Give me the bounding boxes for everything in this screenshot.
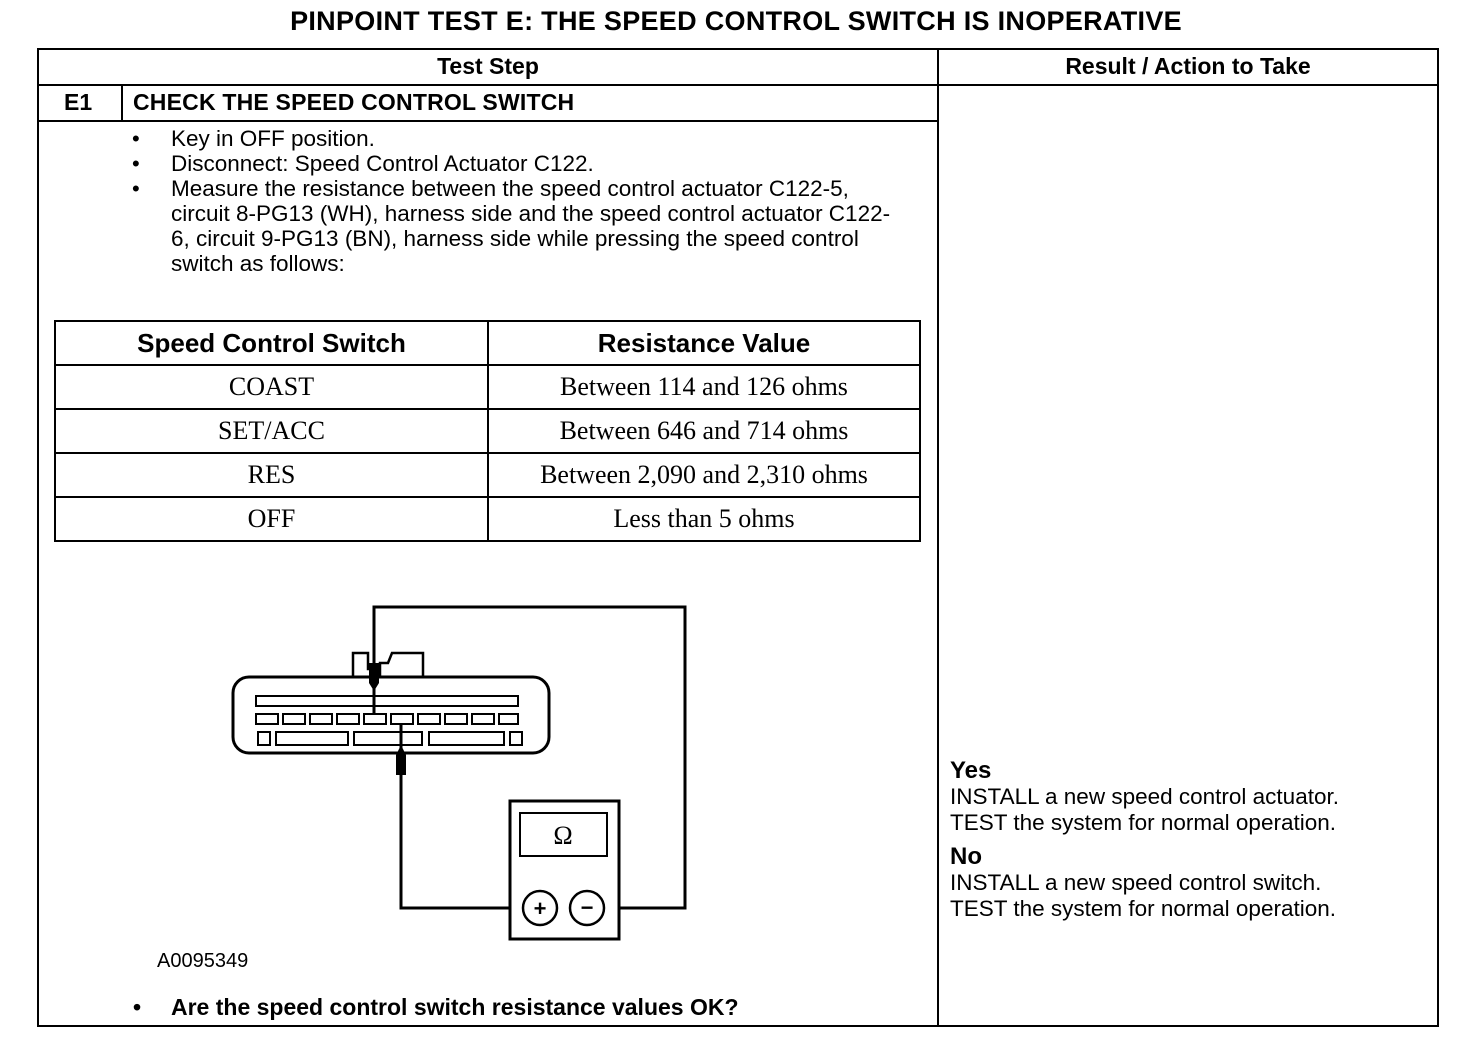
instruction-list: [128, 126, 928, 276]
table-row: [55, 365, 920, 409]
instruction-item: • Key in OFF position.: [128, 126, 928, 151]
connector-pin: [445, 714, 467, 724]
connector-pin: [354, 732, 422, 745]
ohm-symbol: Ω: [553, 821, 573, 850]
connector-measurement-diagram: [220, 595, 700, 950]
question-text: Are the speed control switch resistance values OK?: [171, 994, 739, 1020]
minus-icon: −: [580, 895, 594, 920]
connector-pin: [510, 732, 522, 745]
result-no: [950, 844, 1336, 922]
result-yes-label: Yes: [950, 757, 992, 784]
switch-position-cell: RES: [55, 453, 488, 497]
connector-pin: [256, 714, 278, 724]
frame-top: [37, 48, 1439, 50]
switch-position-cell: SET/ACC: [55, 409, 488, 453]
figure-id: A0095349: [157, 950, 249, 972]
page-title: PINPOINT TEST E: THE SPEED CONTROL SWITCH IS INOPERATIVE: [290, 6, 1182, 36]
step-title: CHECK THE SPEED CONTROL SWITCH: [133, 89, 575, 115]
connector-pin: [258, 732, 270, 745]
column-header: Resistance Value: [488, 321, 920, 365]
connector-pin: [429, 732, 504, 745]
frame-right: [1437, 48, 1439, 1027]
plus-icon: +: [533, 896, 547, 921]
instruction-item: • Disconnect: Speed Control Actuator C122.: [128, 151, 928, 176]
result-yes: [950, 758, 1339, 836]
frame-bottom: [37, 1025, 1439, 1027]
switch-position-cell: COAST: [55, 365, 488, 409]
connector-pin: [391, 714, 413, 724]
table-row: [55, 453, 920, 497]
resistance-table: [54, 320, 921, 542]
result-no-label: No: [950, 843, 982, 870]
result-yes-line: INSTALL a new speed control actuator.: [950, 784, 1339, 809]
result-no-line: INSTALL a new speed control switch.: [950, 870, 1322, 895]
resistance-value-cell: Between 2,090 and 2,310 ohms: [488, 453, 920, 497]
resistance-value-cell: Between 114 and 126 ohms: [488, 365, 920, 409]
result-yes-line: TEST the system for normal operation.: [950, 810, 1336, 835]
connector-pin: [472, 714, 494, 724]
header-result-action: Result / Action to Take: [1065, 53, 1311, 79]
frame-left: [37, 48, 39, 1027]
switch-position-cell: OFF: [55, 497, 488, 541]
table-row: [55, 409, 920, 453]
connector-pin: [418, 714, 440, 724]
step-title-rule: [37, 120, 939, 122]
connector-pin: [499, 714, 518, 724]
resistance-value-cell: Less than 5 ohms: [488, 497, 920, 541]
question-bullet: •: [133, 994, 142, 1020]
probe-tip-positive: [396, 745, 406, 775]
connector-pin: [364, 714, 386, 724]
resistance-value-cell: Between 646 and 714 ohms: [488, 409, 920, 453]
connector-pin: [276, 732, 348, 745]
step-id-divider: [121, 84, 123, 122]
connector-pin: [283, 714, 305, 724]
header-rule: [37, 84, 1439, 86]
result-no-line: TEST the system for normal operation.: [950, 896, 1336, 921]
table-row: [55, 497, 920, 541]
step-question: [133, 994, 739, 1021]
connector-pin: [310, 714, 332, 724]
table-header-row: [55, 321, 920, 365]
column-header: Speed Control Switch: [55, 321, 488, 365]
column-divider: [937, 48, 939, 1027]
probe-tip-negative: [369, 663, 379, 691]
header-test-step: Test Step: [437, 53, 539, 79]
connector-pin: [337, 714, 359, 724]
instruction-item: • Measure the resistance between the speed control actuator C122-5, circuit 8-PG13 (WH), harness side and the speed control actuator C122-6, circuit 9-PG13 (BN), harness side while pressing the speed control switch as follows:: [128, 176, 901, 276]
connector-lock-tab: [380, 653, 423, 677]
step-id: E1: [64, 89, 93, 115]
connector-terminal-row: [256, 696, 518, 706]
